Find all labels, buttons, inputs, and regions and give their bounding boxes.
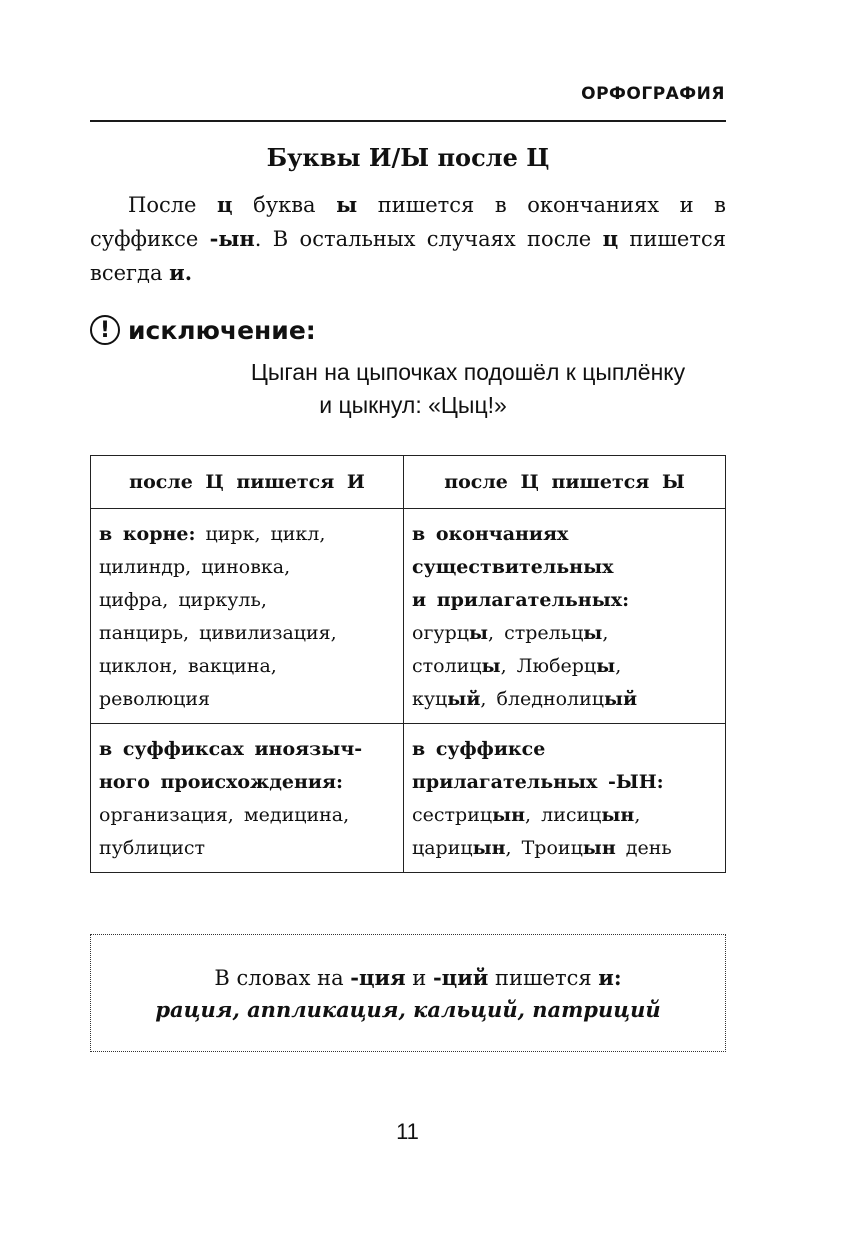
intro-text: . В остальных случаях после [254, 227, 603, 251]
page-title: Буквы И/Ы после Ц [266, 143, 550, 172]
exception-label: исключение: [128, 315, 316, 345]
cell-text: организация, медицина, [99, 804, 350, 826]
example-word: , лисиц [525, 804, 602, 826]
comma: , [602, 622, 609, 644]
cell-text: панцирь, цивилизация, [99, 622, 337, 644]
example-ending: ый [604, 688, 638, 710]
example-ending: ый [447, 688, 481, 710]
example-ending: ын [601, 804, 635, 826]
example-word: огурц [412, 622, 469, 644]
section-header: ОРФОГРАФИЯ [581, 84, 725, 104]
intro-text: После [128, 193, 218, 217]
note-box [90, 934, 726, 1052]
example-word: день [615, 837, 672, 859]
example-word: , бледнолиц [480, 688, 605, 710]
cell-rule-title: прилагательных -ЫН: [412, 771, 664, 793]
cell-root-rule [91, 509, 404, 724]
example-word: , Люберц [500, 655, 597, 677]
example-word: , стрельц [488, 622, 584, 644]
note-examples: рация, аппликация, кальций, патриций [155, 997, 661, 1022]
cell-text: публицист [99, 837, 206, 859]
note-bold: -ций [432, 965, 489, 990]
cell-yn-suffix-rule [404, 724, 726, 873]
note-bold: и: [598, 965, 622, 990]
cell-rule-title: и прилагательных: [412, 589, 630, 611]
cell-text: цирк, цикл, [195, 523, 326, 545]
example-ending: ы [596, 655, 616, 677]
table-row [91, 509, 726, 724]
intro-bold: и. [169, 260, 193, 285]
example-word: , Троиц [505, 837, 583, 859]
example-ending: ын [582, 837, 616, 859]
cell-foreign-suffix-rule [91, 724, 404, 873]
spelling-rules-table [90, 455, 726, 873]
column-header-i: после Ц пишется И [91, 456, 404, 509]
intro-text: пишется в окончаниях и в суффиксе [90, 193, 726, 251]
comma: , [615, 655, 622, 677]
note-text: и [405, 966, 433, 990]
table-header-row [91, 456, 726, 509]
exception-heading [90, 312, 316, 348]
cell-text: цилиндр, циновка, [99, 556, 291, 578]
cell-rule-title: в окончаниях [412, 523, 569, 545]
intro-bold: -ын [209, 226, 255, 251]
cell-rule-title: ного происхождения: [99, 771, 344, 793]
note-rule [91, 965, 725, 990]
exception-line-2: и цыкнул: «Цыц!» [319, 392, 507, 418]
note-bold: -ция [350, 965, 406, 990]
example-ending: ы [481, 655, 501, 677]
rule-paragraph [90, 188, 726, 290]
note-text: пишется [488, 966, 599, 990]
cell-rule-title: в суффиксах иноязыч- [99, 738, 363, 760]
note-text: В словах на [214, 966, 351, 990]
example-ending: ы [583, 622, 603, 644]
example-ending: ын [492, 804, 526, 826]
cell-rule-title: в корне: [99, 523, 196, 545]
exception-line-1: Цыган на цыпочках подошёл к цыплёнку [250, 359, 686, 385]
cell-text: революция [99, 688, 211, 710]
cell-rule-title: существительных [412, 556, 614, 578]
example-ending: ы [468, 622, 489, 644]
page-number: 11 [396, 1119, 419, 1144]
example-word: сестриц [412, 804, 493, 826]
example-ending: ын [472, 837, 506, 859]
example-word: куц [412, 688, 448, 710]
comma: , [634, 804, 641, 826]
header-divider [90, 120, 726, 122]
exclamation-icon: ! [90, 315, 120, 345]
column-header-y: после Ц пишется Ы [404, 456, 726, 509]
exception-sentence [90, 356, 726, 422]
cell-text: циклон, вакцина, [99, 655, 277, 677]
cell-rule-title: в суффиксе [412, 738, 546, 760]
intro-text: пишется всегда [90, 227, 726, 285]
cell-text: цифра, циркуль, [99, 589, 267, 611]
intro-bold: ы [336, 192, 358, 217]
intro-text: буква [232, 193, 337, 217]
intro-bold: ц [217, 192, 233, 217]
table-row [91, 724, 726, 873]
example-word: цариц [412, 837, 473, 859]
cell-ending-rule [404, 509, 726, 724]
example-word: столиц [412, 655, 482, 677]
intro-bold: ц [602, 226, 619, 251]
